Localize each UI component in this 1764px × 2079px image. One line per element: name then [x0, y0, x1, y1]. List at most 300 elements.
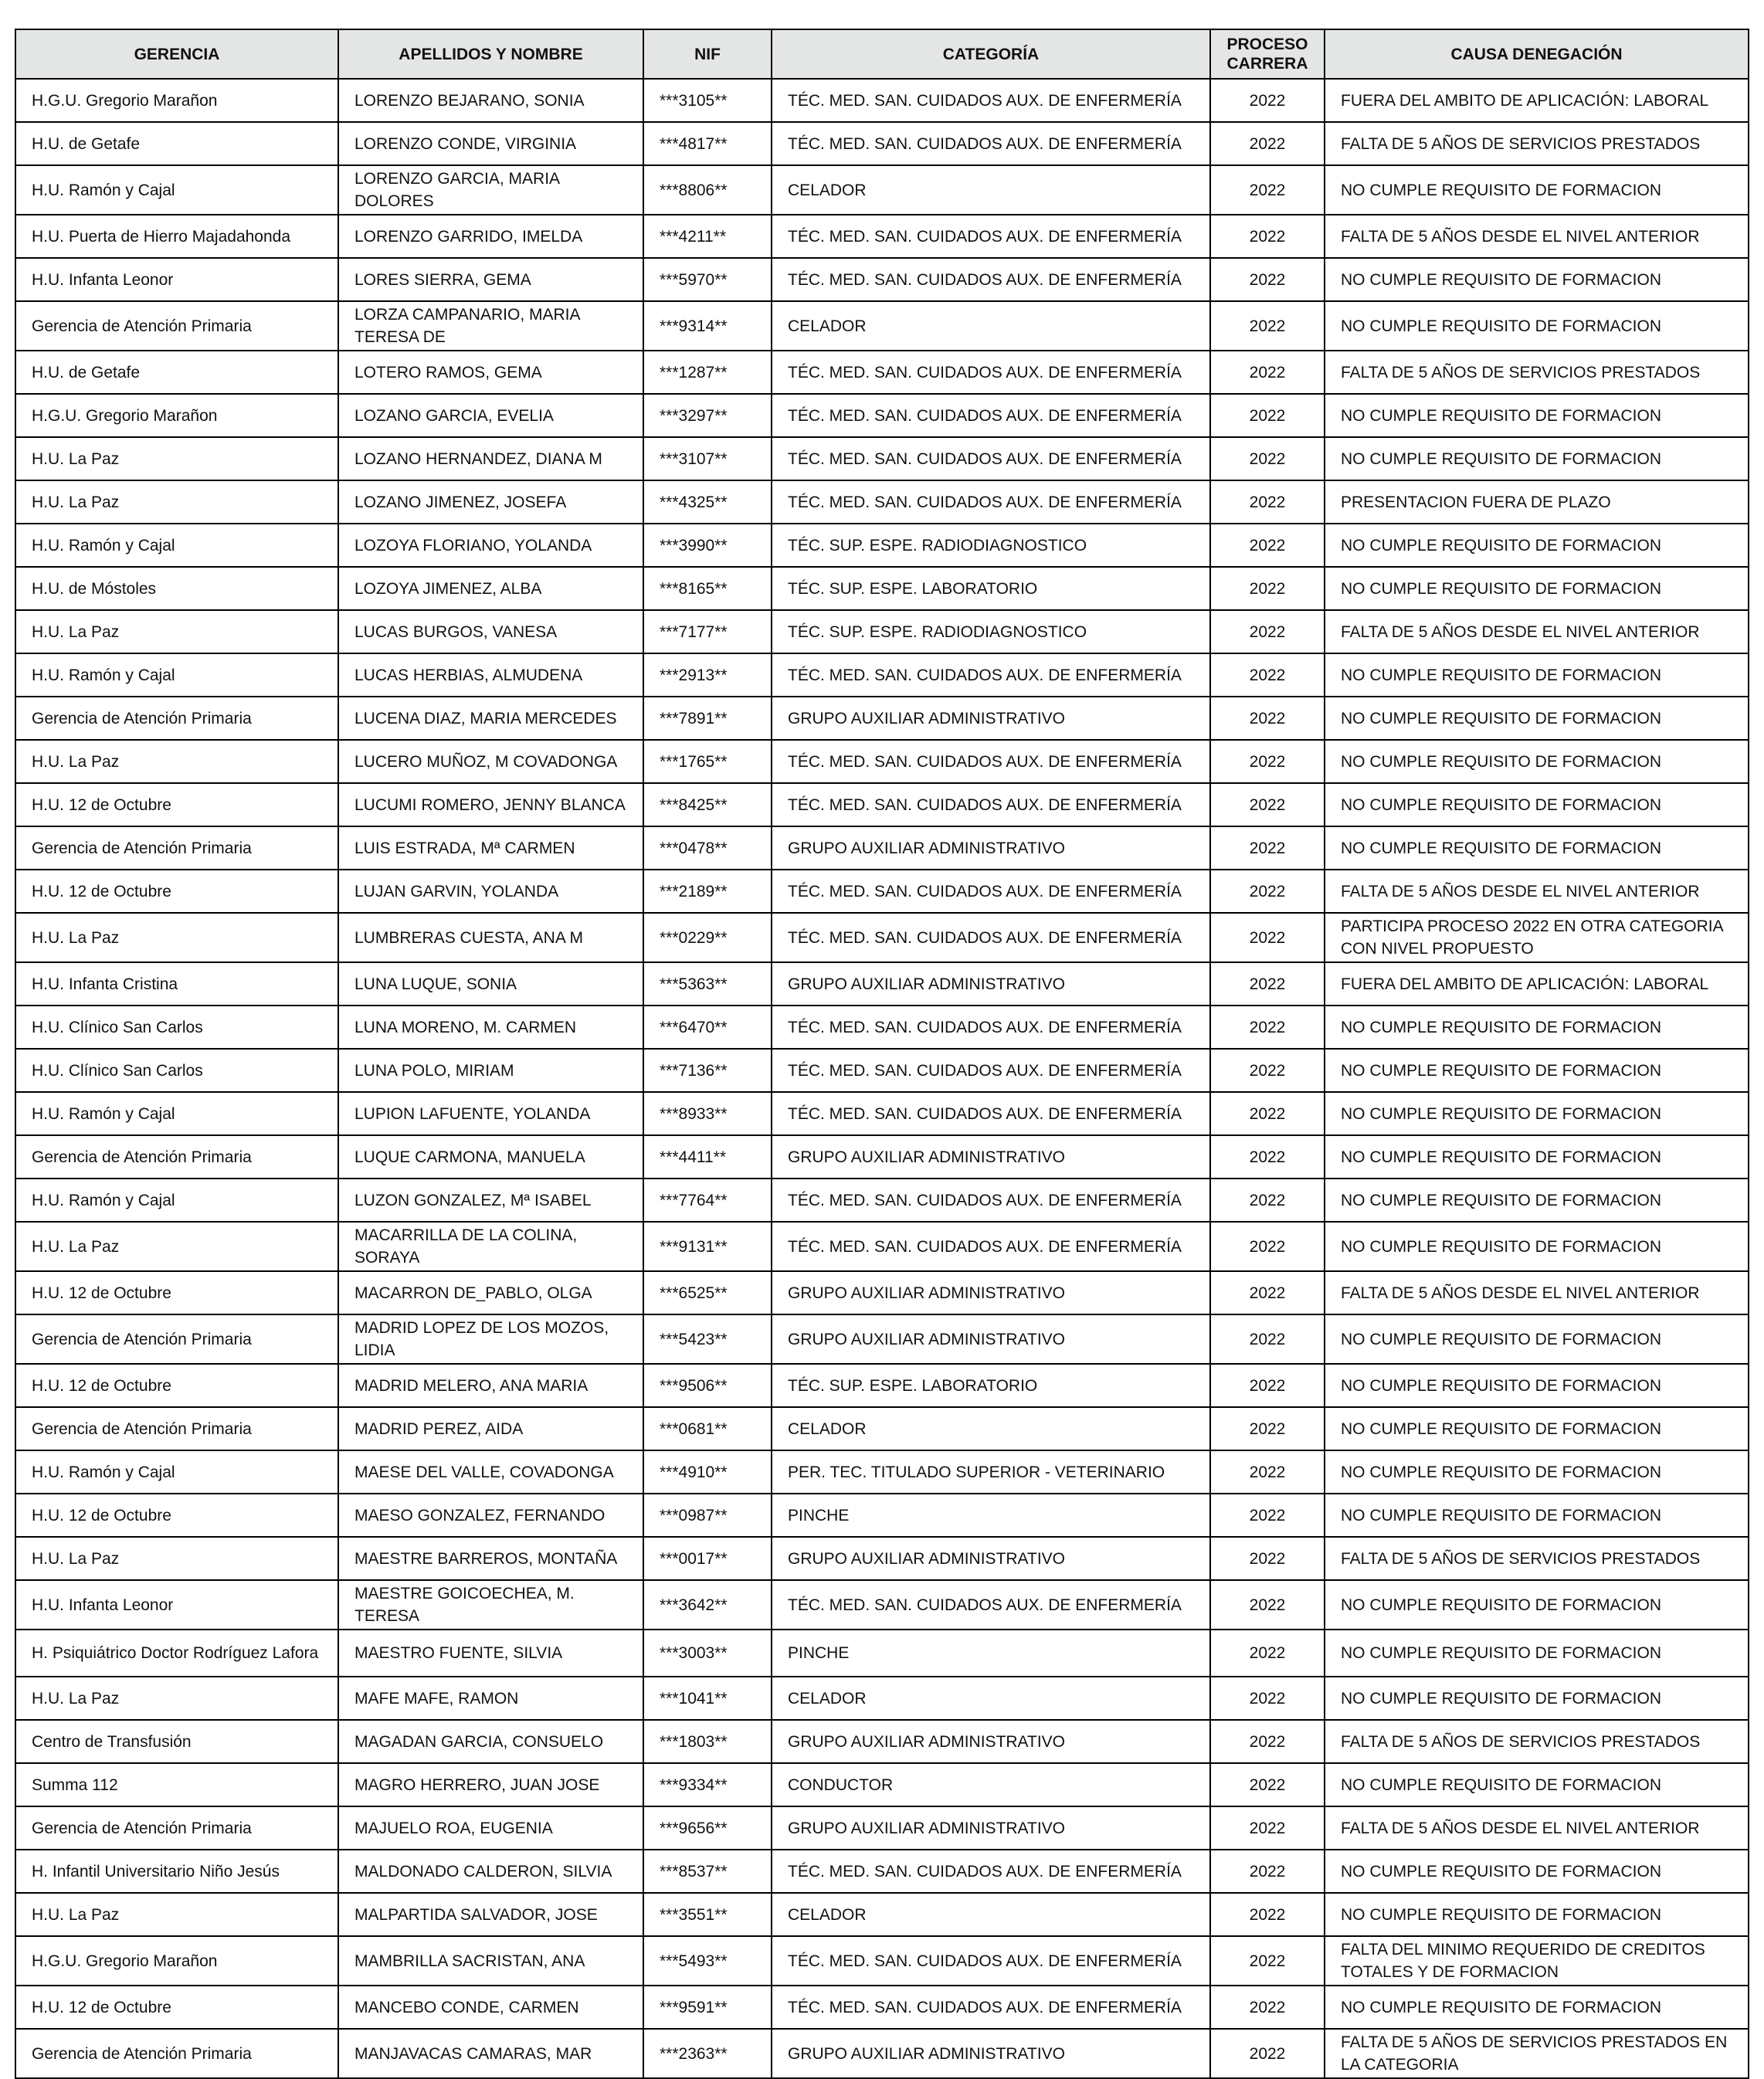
cell-apellidos-nombre: LORENZO GARRIDO, IMELDA	[338, 215, 643, 258]
cell-causa-denegacion: NO CUMPLE REQUISITO DE FORMACION	[1325, 394, 1749, 437]
cell-gerencia: H.U. Ramón y Cajal	[15, 165, 338, 215]
cell-proceso-carrera: 2022	[1210, 79, 1325, 122]
table-header	[15, 29, 1749, 79]
cell-nif: ***3990**	[643, 524, 772, 567]
table-row	[15, 1630, 1749, 1677]
cell-nif: ***2363**	[643, 2029, 772, 2078]
cell-categoria: TÉC. MED. SAN. CUIDADOS AUX. DE ENFERMERÍA	[772, 1580, 1210, 1630]
table-row	[15, 1049, 1749, 1092]
cell-nif: ***2189**	[643, 870, 772, 913]
cell-nif: ***7891**	[643, 697, 772, 740]
cell-proceso-carrera: 2022	[1210, 1222, 1325, 1271]
cell-gerencia: H.U. 12 de Octubre	[15, 1364, 338, 1407]
cell-gerencia: H.U. La Paz	[15, 610, 338, 653]
cell-nif: ***3003**	[643, 1630, 772, 1677]
cell-nif: ***9506**	[643, 1364, 772, 1407]
table-row	[15, 567, 1749, 610]
cell-nif: ***9334**	[643, 1763, 772, 1806]
table-row	[15, 1494, 1749, 1537]
cell-gerencia: H.U. La Paz	[15, 480, 338, 524]
table-row	[15, 215, 1749, 258]
cell-nif: ***3107**	[643, 437, 772, 480]
cell-proceso-carrera: 2022	[1210, 1850, 1325, 1893]
cell-nif: ***9656**	[643, 1806, 772, 1850]
cell-categoria: TÉC. SUP. ESPE. RADIODIAGNOSTICO	[772, 524, 1210, 567]
cell-nif: ***8537**	[643, 1850, 772, 1893]
cell-apellidos-nombre: MAESE DEL VALLE, COVADONGA	[338, 1450, 643, 1494]
cell-gerencia: H.U. Infanta Leonor	[15, 258, 338, 301]
cell-proceso-carrera: 2022	[1210, 165, 1325, 215]
cell-causa-denegacion: NO CUMPLE REQUISITO DE FORMACION	[1325, 1893, 1749, 1936]
cell-categoria: TÉC. MED. SAN. CUIDADOS AUX. DE ENFERMERÍA	[772, 122, 1210, 165]
cell-nif: ***9591**	[643, 1986, 772, 2029]
cell-apellidos-nombre: MAESTRE GOICOECHEA, M. TERESA	[338, 1580, 643, 1630]
cell-categoria: TÉC. MED. SAN. CUIDADOS AUX. DE ENFERMERÍA	[772, 215, 1210, 258]
table-row	[15, 826, 1749, 870]
table-row	[15, 2029, 1749, 2078]
table-row	[15, 783, 1749, 826]
cell-causa-denegacion: NO CUMPLE REQUISITO DE FORMACION	[1325, 567, 1749, 610]
cell-categoria: TÉC. MED. SAN. CUIDADOS AUX. DE ENFERMERÍA	[772, 351, 1210, 394]
cell-proceso-carrera: 2022	[1210, 567, 1325, 610]
cell-causa-denegacion: FUERA DEL AMBITO DE APLICACIÓN: LABORAL	[1325, 962, 1749, 1006]
cell-apellidos-nombre: LUCERO MUÑOZ, M COVADONGA	[338, 740, 643, 783]
cell-apellidos-nombre: LORZA CAMPANARIO, MARIA TERESA DE	[338, 301, 643, 351]
cell-proceso-carrera: 2022	[1210, 1450, 1325, 1494]
cell-gerencia: H.U. Ramón y Cajal	[15, 653, 338, 697]
cell-apellidos-nombre: MAESTRE BARREROS, MONTAÑA	[338, 1537, 643, 1580]
cell-categoria: TÉC. MED. SAN. CUIDADOS AUX. DE ENFERMERÍA	[772, 870, 1210, 913]
cell-apellidos-nombre: LOZANO GARCIA, EVELIA	[338, 394, 643, 437]
cell-causa-denegacion: NO CUMPLE REQUISITO DE FORMACION	[1325, 826, 1749, 870]
cell-nif: ***1287**	[643, 351, 772, 394]
cell-causa-denegacion: NO CUMPLE REQUISITO DE FORMACION	[1325, 1630, 1749, 1677]
cell-categoria: TÉC. SUP. ESPE. RADIODIAGNOSTICO	[772, 610, 1210, 653]
cell-causa-denegacion: NO CUMPLE REQUISITO DE FORMACION	[1325, 653, 1749, 697]
cell-categoria: TÉC. MED. SAN. CUIDADOS AUX. DE ENFERMERÍA	[772, 1049, 1210, 1092]
cell-apellidos-nombre: MAMBRILLA SACRISTAN, ANA	[338, 1936, 643, 1986]
table-row	[15, 1092, 1749, 1135]
cell-apellidos-nombre: MADRID PEREZ, AIDA	[338, 1407, 643, 1450]
table-row	[15, 122, 1749, 165]
cell-causa-denegacion: NO CUMPLE REQUISITO DE FORMACION	[1325, 258, 1749, 301]
denial-list-table	[15, 29, 1749, 2079]
cell-gerencia: H.U. Infanta Leonor	[15, 1580, 338, 1630]
cell-nif: ***2913**	[643, 653, 772, 697]
cell-causa-denegacion: FALTA DE 5 AÑOS DESDE EL NIVEL ANTERIOR	[1325, 1271, 1749, 1314]
cell-apellidos-nombre: LUQUE CARMONA, MANUELA	[338, 1135, 643, 1179]
table-row	[15, 1407, 1749, 1450]
cell-gerencia: Gerencia de Atención Primaria	[15, 1407, 338, 1450]
cell-causa-denegacion: FALTA DE 5 AÑOS DE SERVICIOS PRESTADOS	[1325, 122, 1749, 165]
table-row	[15, 1677, 1749, 1720]
table-row	[15, 79, 1749, 122]
cell-gerencia: H.U. La Paz	[15, 1537, 338, 1580]
cell-proceso-carrera: 2022	[1210, 740, 1325, 783]
cell-apellidos-nombre: LOZOYA FLORIANO, YOLANDA	[338, 524, 643, 567]
cell-apellidos-nombre: MADRID MELERO, ANA MARIA	[338, 1364, 643, 1407]
cell-categoria: GRUPO AUXILIAR ADMINISTRATIVO	[772, 1314, 1210, 1364]
cell-causa-denegacion: NO CUMPLE REQUISITO DE FORMACION	[1325, 437, 1749, 480]
cell-gerencia: Gerencia de Atención Primaria	[15, 826, 338, 870]
cell-proceso-carrera: 2022	[1210, 1364, 1325, 1407]
cell-gerencia: H.U. de Getafe	[15, 351, 338, 394]
cell-gerencia: H.U. Ramón y Cajal	[15, 1092, 338, 1135]
cell-apellidos-nombre: LUNA MORENO, M. CARMEN	[338, 1006, 643, 1049]
table-row	[15, 1450, 1749, 1494]
cell-categoria: CELADOR	[772, 165, 1210, 215]
cell-apellidos-nombre: LUCENA DIAZ, MARIA MERCEDES	[338, 697, 643, 740]
cell-apellidos-nombre: LUIS ESTRADA, Mª CARMEN	[338, 826, 643, 870]
cell-causa-denegacion: NO CUMPLE REQUISITO DE FORMACION	[1325, 1222, 1749, 1271]
cell-categoria: TÉC. MED. SAN. CUIDADOS AUX. DE ENFERMERÍA	[772, 1006, 1210, 1049]
cell-nif: ***8425**	[643, 783, 772, 826]
table-row	[15, 437, 1749, 480]
cell-gerencia: H.U. La Paz	[15, 1893, 338, 1936]
cell-apellidos-nombre: MADRID LOPEZ DE LOS MOZOS, LIDIA	[338, 1314, 643, 1364]
cell-apellidos-nombre: LUCAS BURGOS, VANESA	[338, 610, 643, 653]
cell-categoria: TÉC. MED. SAN. CUIDADOS AUX. DE ENFERMERÍA	[772, 1986, 1210, 2029]
cell-apellidos-nombre: LOTERO RAMOS, GEMA	[338, 351, 643, 394]
table-row	[15, 480, 1749, 524]
cell-causa-denegacion: NO CUMPLE REQUISITO DE FORMACION	[1325, 1179, 1749, 1222]
cell-apellidos-nombre: LOZOYA JIMENEZ, ALBA	[338, 567, 643, 610]
cell-causa-denegacion: FALTA DE 5 AÑOS DESDE EL NIVEL ANTERIOR	[1325, 870, 1749, 913]
cell-proceso-carrera: 2022	[1210, 215, 1325, 258]
cell-causa-denegacion: NO CUMPLE REQUISITO DE FORMACION	[1325, 1677, 1749, 1720]
cell-causa-denegacion: FALTA DE 5 AÑOS DESDE EL NIVEL ANTERIOR	[1325, 610, 1749, 653]
cell-gerencia: Gerencia de Atención Primaria	[15, 1806, 338, 1850]
cell-proceso-carrera: 2022	[1210, 962, 1325, 1006]
table-row	[15, 258, 1749, 301]
cell-apellidos-nombre: LUPION LAFUENTE, YOLANDA	[338, 1092, 643, 1135]
cell-gerencia: H.U. de Getafe	[15, 122, 338, 165]
cell-proceso-carrera: 2022	[1210, 1580, 1325, 1630]
cell-apellidos-nombre: MAJUELO ROA, EUGENIA	[338, 1806, 643, 1850]
cell-categoria: PINCHE	[772, 1630, 1210, 1677]
cell-gerencia: H.U. La Paz	[15, 1222, 338, 1271]
cell-proceso-carrera: 2022	[1210, 870, 1325, 913]
cell-proceso-carrera: 2022	[1210, 913, 1325, 962]
cell-nif: ***8933**	[643, 1092, 772, 1135]
cell-categoria: TÉC. MED. SAN. CUIDADOS AUX. DE ENFERMERÍA	[772, 1092, 1210, 1135]
cell-nif: ***4325**	[643, 480, 772, 524]
cell-causa-denegacion: FALTA DE 5 AÑOS DE SERVICIOS PRESTADOS	[1325, 1537, 1749, 1580]
cell-apellidos-nombre: LORENZO CONDE, VIRGINIA	[338, 122, 643, 165]
cell-gerencia: H.U. Clínico San Carlos	[15, 1049, 338, 1092]
cell-causa-denegacion: PARTICIPA PROCESO 2022 EN OTRA CATEGORIA CON NIVEL PROPUESTO	[1325, 913, 1749, 962]
cell-proceso-carrera: 2022	[1210, 783, 1325, 826]
cell-causa-denegacion: NO CUMPLE REQUISITO DE FORMACION	[1325, 1450, 1749, 1494]
cell-causa-denegacion: PRESENTACION FUERA DE PLAZO	[1325, 480, 1749, 524]
cell-causa-denegacion: NO CUMPLE REQUISITO DE FORMACION	[1325, 1364, 1749, 1407]
cell-causa-denegacion: FALTA DE 5 AÑOS DESDE EL NIVEL ANTERIOR	[1325, 215, 1749, 258]
cell-categoria: GRUPO AUXILIAR ADMINISTRATIVO	[772, 1806, 1210, 1850]
cell-causa-denegacion: FALTA DE 5 AÑOS DESDE EL NIVEL ANTERIOR	[1325, 1806, 1749, 1850]
cell-categoria: CELADOR	[772, 1677, 1210, 1720]
cell-apellidos-nombre: LORENZO GARCIA, MARIA DOLORES	[338, 165, 643, 215]
cell-gerencia: Summa 112	[15, 1763, 338, 1806]
table-body	[15, 79, 1749, 2078]
cell-gerencia: H.U. Ramón y Cajal	[15, 524, 338, 567]
table-row	[15, 962, 1749, 1006]
cell-categoria: CELADOR	[772, 1893, 1210, 1936]
table-row	[15, 1537, 1749, 1580]
cell-gerencia: H.U. La Paz	[15, 437, 338, 480]
cell-proceso-carrera: 2022	[1210, 610, 1325, 653]
cell-apellidos-nombre: MAGRO HERRERO, JUAN JOSE	[338, 1763, 643, 1806]
cell-nif: ***7764**	[643, 1179, 772, 1222]
cell-proceso-carrera: 2022	[1210, 524, 1325, 567]
cell-proceso-carrera: 2022	[1210, 826, 1325, 870]
cell-nif: ***8165**	[643, 567, 772, 610]
cell-apellidos-nombre: LUNA LUQUE, SONIA	[338, 962, 643, 1006]
cell-nif: ***0478**	[643, 826, 772, 870]
cell-proceso-carrera: 2022	[1210, 1135, 1325, 1179]
cell-apellidos-nombre: MAGADAN GARCIA, CONSUELO	[338, 1720, 643, 1763]
table-row	[15, 1763, 1749, 1806]
table-row	[15, 1580, 1749, 1630]
cell-apellidos-nombre: MALPARTIDA SALVADOR, JOSE	[338, 1893, 643, 1936]
cell-gerencia: H.U. 12 de Octubre	[15, 1271, 338, 1314]
cell-gerencia: H. Infantil Universitario Niño Jesús	[15, 1850, 338, 1893]
table-row	[15, 697, 1749, 740]
cell-apellidos-nombre: LOZANO HERNANDEZ, DIANA M	[338, 437, 643, 480]
cell-proceso-carrera: 2022	[1210, 1806, 1325, 1850]
cell-nif: ***1765**	[643, 740, 772, 783]
cell-nif: ***0229**	[643, 913, 772, 962]
cell-categoria: TÉC. MED. SAN. CUIDADOS AUX. DE ENFERMERÍA	[772, 394, 1210, 437]
cell-causa-denegacion: FALTA DE 5 AÑOS DE SERVICIOS PRESTADOS	[1325, 1720, 1749, 1763]
cell-apellidos-nombre: MAESO GONZALEZ, FERNANDO	[338, 1494, 643, 1537]
cell-gerencia: Gerencia de Atención Primaria	[15, 1135, 338, 1179]
header-row	[15, 29, 1749, 79]
cell-apellidos-nombre: MACARRON DE_PABLO, OLGA	[338, 1271, 643, 1314]
table-row	[15, 1986, 1749, 2029]
cell-causa-denegacion: FALTA DE 5 AÑOS DE SERVICIOS PRESTADOS	[1325, 351, 1749, 394]
header-nif: NIF	[643, 29, 772, 79]
cell-proceso-carrera: 2022	[1210, 1893, 1325, 1936]
cell-proceso-carrera: 2022	[1210, 480, 1325, 524]
cell-nif: ***9314**	[643, 301, 772, 351]
table-row	[15, 301, 1749, 351]
cell-categoria: GRUPO AUXILIAR ADMINISTRATIVO	[772, 1720, 1210, 1763]
table-row	[15, 1364, 1749, 1407]
cell-gerencia: H.U. Ramón y Cajal	[15, 1450, 338, 1494]
cell-causa-denegacion: NO CUMPLE REQUISITO DE FORMACION	[1325, 1986, 1749, 2029]
cell-categoria: TÉC. MED. SAN. CUIDADOS AUX. DE ENFERMERÍA	[772, 1222, 1210, 1271]
cell-nif: ***4910**	[643, 1450, 772, 1494]
cell-nif: ***7136**	[643, 1049, 772, 1092]
cell-causa-denegacion: FALTA DEL MINIMO REQUERIDO DE CREDITOS TOTALES Y DE FORMACION	[1325, 1936, 1749, 1986]
cell-proceso-carrera: 2022	[1210, 1763, 1325, 1806]
table-row	[15, 610, 1749, 653]
cell-categoria: TÉC. MED. SAN. CUIDADOS AUX. DE ENFERMERÍA	[772, 480, 1210, 524]
cell-causa-denegacion: FUERA DEL AMBITO DE APLICACIÓN: LABORAL	[1325, 79, 1749, 122]
cell-proceso-carrera: 2022	[1210, 1537, 1325, 1580]
cell-causa-denegacion: NO CUMPLE REQUISITO DE FORMACION	[1325, 301, 1749, 351]
cell-nif: ***6525**	[643, 1271, 772, 1314]
cell-gerencia: H.G.U. Gregorio Marañon	[15, 394, 338, 437]
cell-apellidos-nombre: MACARRILLA DE LA COLINA, SORAYA	[338, 1222, 643, 1271]
cell-categoria: TÉC. MED. SAN. CUIDADOS AUX. DE ENFERMERÍA	[772, 783, 1210, 826]
cell-gerencia: H.U. 12 de Octubre	[15, 1986, 338, 2029]
cell-apellidos-nombre: LUCUMI ROMERO, JENNY BLANCA	[338, 783, 643, 826]
cell-apellidos-nombre: LORES SIERRA, GEMA	[338, 258, 643, 301]
table-row	[15, 1271, 1749, 1314]
table-row	[15, 1006, 1749, 1049]
cell-causa-denegacion: FALTA DE 5 AÑOS DE SERVICIOS PRESTADOS EN LA CATEGORIA	[1325, 2029, 1749, 2078]
cell-gerencia: H.U. La Paz	[15, 740, 338, 783]
cell-causa-denegacion: NO CUMPLE REQUISITO DE FORMACION	[1325, 1763, 1749, 1806]
cell-categoria: TÉC. SUP. ESPE. LABORATORIO	[772, 567, 1210, 610]
cell-categoria: CELADOR	[772, 1407, 1210, 1450]
cell-nif: ***3297**	[643, 394, 772, 437]
cell-nif: ***7177**	[643, 610, 772, 653]
cell-gerencia: Centro de Transfusión	[15, 1720, 338, 1763]
cell-categoria: TÉC. MED. SAN. CUIDADOS AUX. DE ENFERMERÍA	[772, 913, 1210, 962]
cell-nif: ***1041**	[643, 1677, 772, 1720]
cell-nif: ***4817**	[643, 122, 772, 165]
cell-categoria: TÉC. MED. SAN. CUIDADOS AUX. DE ENFERMERÍA	[772, 1179, 1210, 1222]
cell-categoria: TÉC. MED. SAN. CUIDADOS AUX. DE ENFERMERÍA	[772, 653, 1210, 697]
cell-proceso-carrera: 2022	[1210, 122, 1325, 165]
cell-causa-denegacion: NO CUMPLE REQUISITO DE FORMACION	[1325, 1135, 1749, 1179]
cell-causa-denegacion: NO CUMPLE REQUISITO DE FORMACION	[1325, 1580, 1749, 1630]
cell-proceso-carrera: 2022	[1210, 258, 1325, 301]
cell-categoria: GRUPO AUXILIAR ADMINISTRATIVO	[772, 962, 1210, 1006]
header-gerencia: GERENCIA	[15, 29, 338, 79]
cell-proceso-carrera: 2022	[1210, 301, 1325, 351]
cell-causa-denegacion: NO CUMPLE REQUISITO DE FORMACION	[1325, 697, 1749, 740]
table-row	[15, 351, 1749, 394]
cell-gerencia: H.U. Ramón y Cajal	[15, 1179, 338, 1222]
cell-apellidos-nombre: MANCEBO CONDE, CARMEN	[338, 1986, 643, 2029]
cell-proceso-carrera: 2022	[1210, 1936, 1325, 1986]
cell-categoria: CONDUCTOR	[772, 1763, 1210, 1806]
cell-proceso-carrera: 2022	[1210, 697, 1325, 740]
cell-causa-denegacion: NO CUMPLE REQUISITO DE FORMACION	[1325, 1850, 1749, 1893]
cell-causa-denegacion: NO CUMPLE REQUISITO DE FORMACION	[1325, 1049, 1749, 1092]
cell-proceso-carrera: 2022	[1210, 1494, 1325, 1537]
table-row	[15, 653, 1749, 697]
cell-gerencia: H.U. Infanta Cristina	[15, 962, 338, 1006]
table-row	[15, 1720, 1749, 1763]
cell-apellidos-nombre: LUMBRERAS CUESTA, ANA M	[338, 913, 643, 962]
table-row	[15, 1314, 1749, 1364]
table-row	[15, 1222, 1749, 1271]
cell-causa-denegacion: NO CUMPLE REQUISITO DE FORMACION	[1325, 1407, 1749, 1450]
cell-proceso-carrera: 2022	[1210, 1314, 1325, 1364]
cell-categoria: GRUPO AUXILIAR ADMINISTRATIVO	[772, 1537, 1210, 1580]
cell-apellidos-nombre: LUNA POLO, MIRIAM	[338, 1049, 643, 1092]
cell-proceso-carrera: 2022	[1210, 1677, 1325, 1720]
table-row	[15, 1850, 1749, 1893]
cell-proceso-carrera: 2022	[1210, 1271, 1325, 1314]
cell-gerencia: H.U. Clínico San Carlos	[15, 1006, 338, 1049]
table-row	[15, 913, 1749, 962]
cell-causa-denegacion: NO CUMPLE REQUISITO DE FORMACION	[1325, 524, 1749, 567]
cell-nif: ***3105**	[643, 79, 772, 122]
table-row	[15, 1179, 1749, 1222]
cell-nif: ***0017**	[643, 1537, 772, 1580]
table-row	[15, 524, 1749, 567]
cell-proceso-carrera: 2022	[1210, 437, 1325, 480]
cell-gerencia: H. Psiquiátrico Doctor Rodríguez Lafora	[15, 1630, 338, 1677]
cell-nif: ***5363**	[643, 962, 772, 1006]
cell-categoria: TÉC. MED. SAN. CUIDADOS AUX. DE ENFERMERÍA	[772, 79, 1210, 122]
cell-apellidos-nombre: LOZANO JIMENEZ, JOSEFA	[338, 480, 643, 524]
cell-gerencia: Gerencia de Atención Primaria	[15, 697, 338, 740]
cell-proceso-carrera: 2022	[1210, 1407, 1325, 1450]
cell-nif: ***8806**	[643, 165, 772, 215]
cell-gerencia: H.G.U. Gregorio Marañon	[15, 79, 338, 122]
cell-nif: ***3551**	[643, 1893, 772, 1936]
cell-nif: ***6470**	[643, 1006, 772, 1049]
cell-nif: ***5423**	[643, 1314, 772, 1364]
cell-categoria: PER. TEC. TITULADO SUPERIOR - VETERINARIO	[772, 1450, 1210, 1494]
cell-apellidos-nombre: MAESTRO FUENTE, SILVIA	[338, 1630, 643, 1677]
cell-proceso-carrera: 2022	[1210, 653, 1325, 697]
cell-proceso-carrera: 2022	[1210, 1049, 1325, 1092]
cell-gerencia: H.U. Puerta de Hierro Majadahonda	[15, 215, 338, 258]
table-row	[15, 870, 1749, 913]
table-row	[15, 165, 1749, 215]
cell-gerencia: H.U. 12 de Octubre	[15, 1494, 338, 1537]
cell-causa-denegacion: NO CUMPLE REQUISITO DE FORMACION	[1325, 1314, 1749, 1364]
cell-nif: ***5493**	[643, 1936, 772, 1986]
cell-causa-denegacion: NO CUMPLE REQUISITO DE FORMACION	[1325, 783, 1749, 826]
table-row	[15, 1893, 1749, 1936]
cell-categoria: TÉC. MED. SAN. CUIDADOS AUX. DE ENFERMERÍA	[772, 740, 1210, 783]
cell-nif: ***4211**	[643, 215, 772, 258]
cell-nif: ***1803**	[643, 1720, 772, 1763]
cell-proceso-carrera: 2022	[1210, 1006, 1325, 1049]
cell-categoria: TÉC. MED. SAN. CUIDADOS AUX. DE ENFERMERÍA	[772, 1936, 1210, 1986]
cell-apellidos-nombre: LUJAN GARVIN, YOLANDA	[338, 870, 643, 913]
table-row	[15, 1135, 1749, 1179]
cell-categoria: TÉC. MED. SAN. CUIDADOS AUX. DE ENFERMERÍA	[772, 437, 1210, 480]
cell-proceso-carrera: 2022	[1210, 1179, 1325, 1222]
cell-categoria: TÉC. MED. SAN. CUIDADOS AUX. DE ENFERMERÍA	[772, 1850, 1210, 1893]
cell-gerencia: H.U. La Paz	[15, 913, 338, 962]
cell-gerencia: H.U. 12 de Octubre	[15, 870, 338, 913]
cell-causa-denegacion: NO CUMPLE REQUISITO DE FORMACION	[1325, 740, 1749, 783]
cell-categoria: GRUPO AUXILIAR ADMINISTRATIVO	[772, 2029, 1210, 2078]
table-row	[15, 1806, 1749, 1850]
cell-categoria: TÉC. MED. SAN. CUIDADOS AUX. DE ENFERMERÍA	[772, 258, 1210, 301]
cell-proceso-carrera: 2022	[1210, 394, 1325, 437]
cell-apellidos-nombre: MALDONADO CALDERON, SILVIA	[338, 1850, 643, 1893]
cell-causa-denegacion: NO CUMPLE REQUISITO DE FORMACION	[1325, 1006, 1749, 1049]
table-row	[15, 1936, 1749, 1986]
header-apellidos-nombre: APELLIDOS Y NOMBRE	[338, 29, 643, 79]
cell-proceso-carrera: 2022	[1210, 2029, 1325, 2078]
cell-apellidos-nombre: LUZON GONZALEZ, Mª ISABEL	[338, 1179, 643, 1222]
cell-categoria: TÉC. SUP. ESPE. LABORATORIO	[772, 1364, 1210, 1407]
cell-gerencia: H.U. La Paz	[15, 1677, 338, 1720]
cell-categoria: GRUPO AUXILIAR ADMINISTRATIVO	[772, 697, 1210, 740]
cell-categoria: GRUPO AUXILIAR ADMINISTRATIVO	[772, 1271, 1210, 1314]
cell-apellidos-nombre: MANJAVACAS CAMARAS, MAR	[338, 2029, 643, 2078]
cell-apellidos-nombre: LORENZO BEJARANO, SONIA	[338, 79, 643, 122]
table-row	[15, 394, 1749, 437]
header-categoria: CATEGORÍA	[772, 29, 1210, 79]
cell-nif: ***0987**	[643, 1494, 772, 1537]
cell-nif: ***4411**	[643, 1135, 772, 1179]
cell-gerencia: Gerencia de Atención Primaria	[15, 2029, 338, 2078]
cell-proceso-carrera: 2022	[1210, 1092, 1325, 1135]
